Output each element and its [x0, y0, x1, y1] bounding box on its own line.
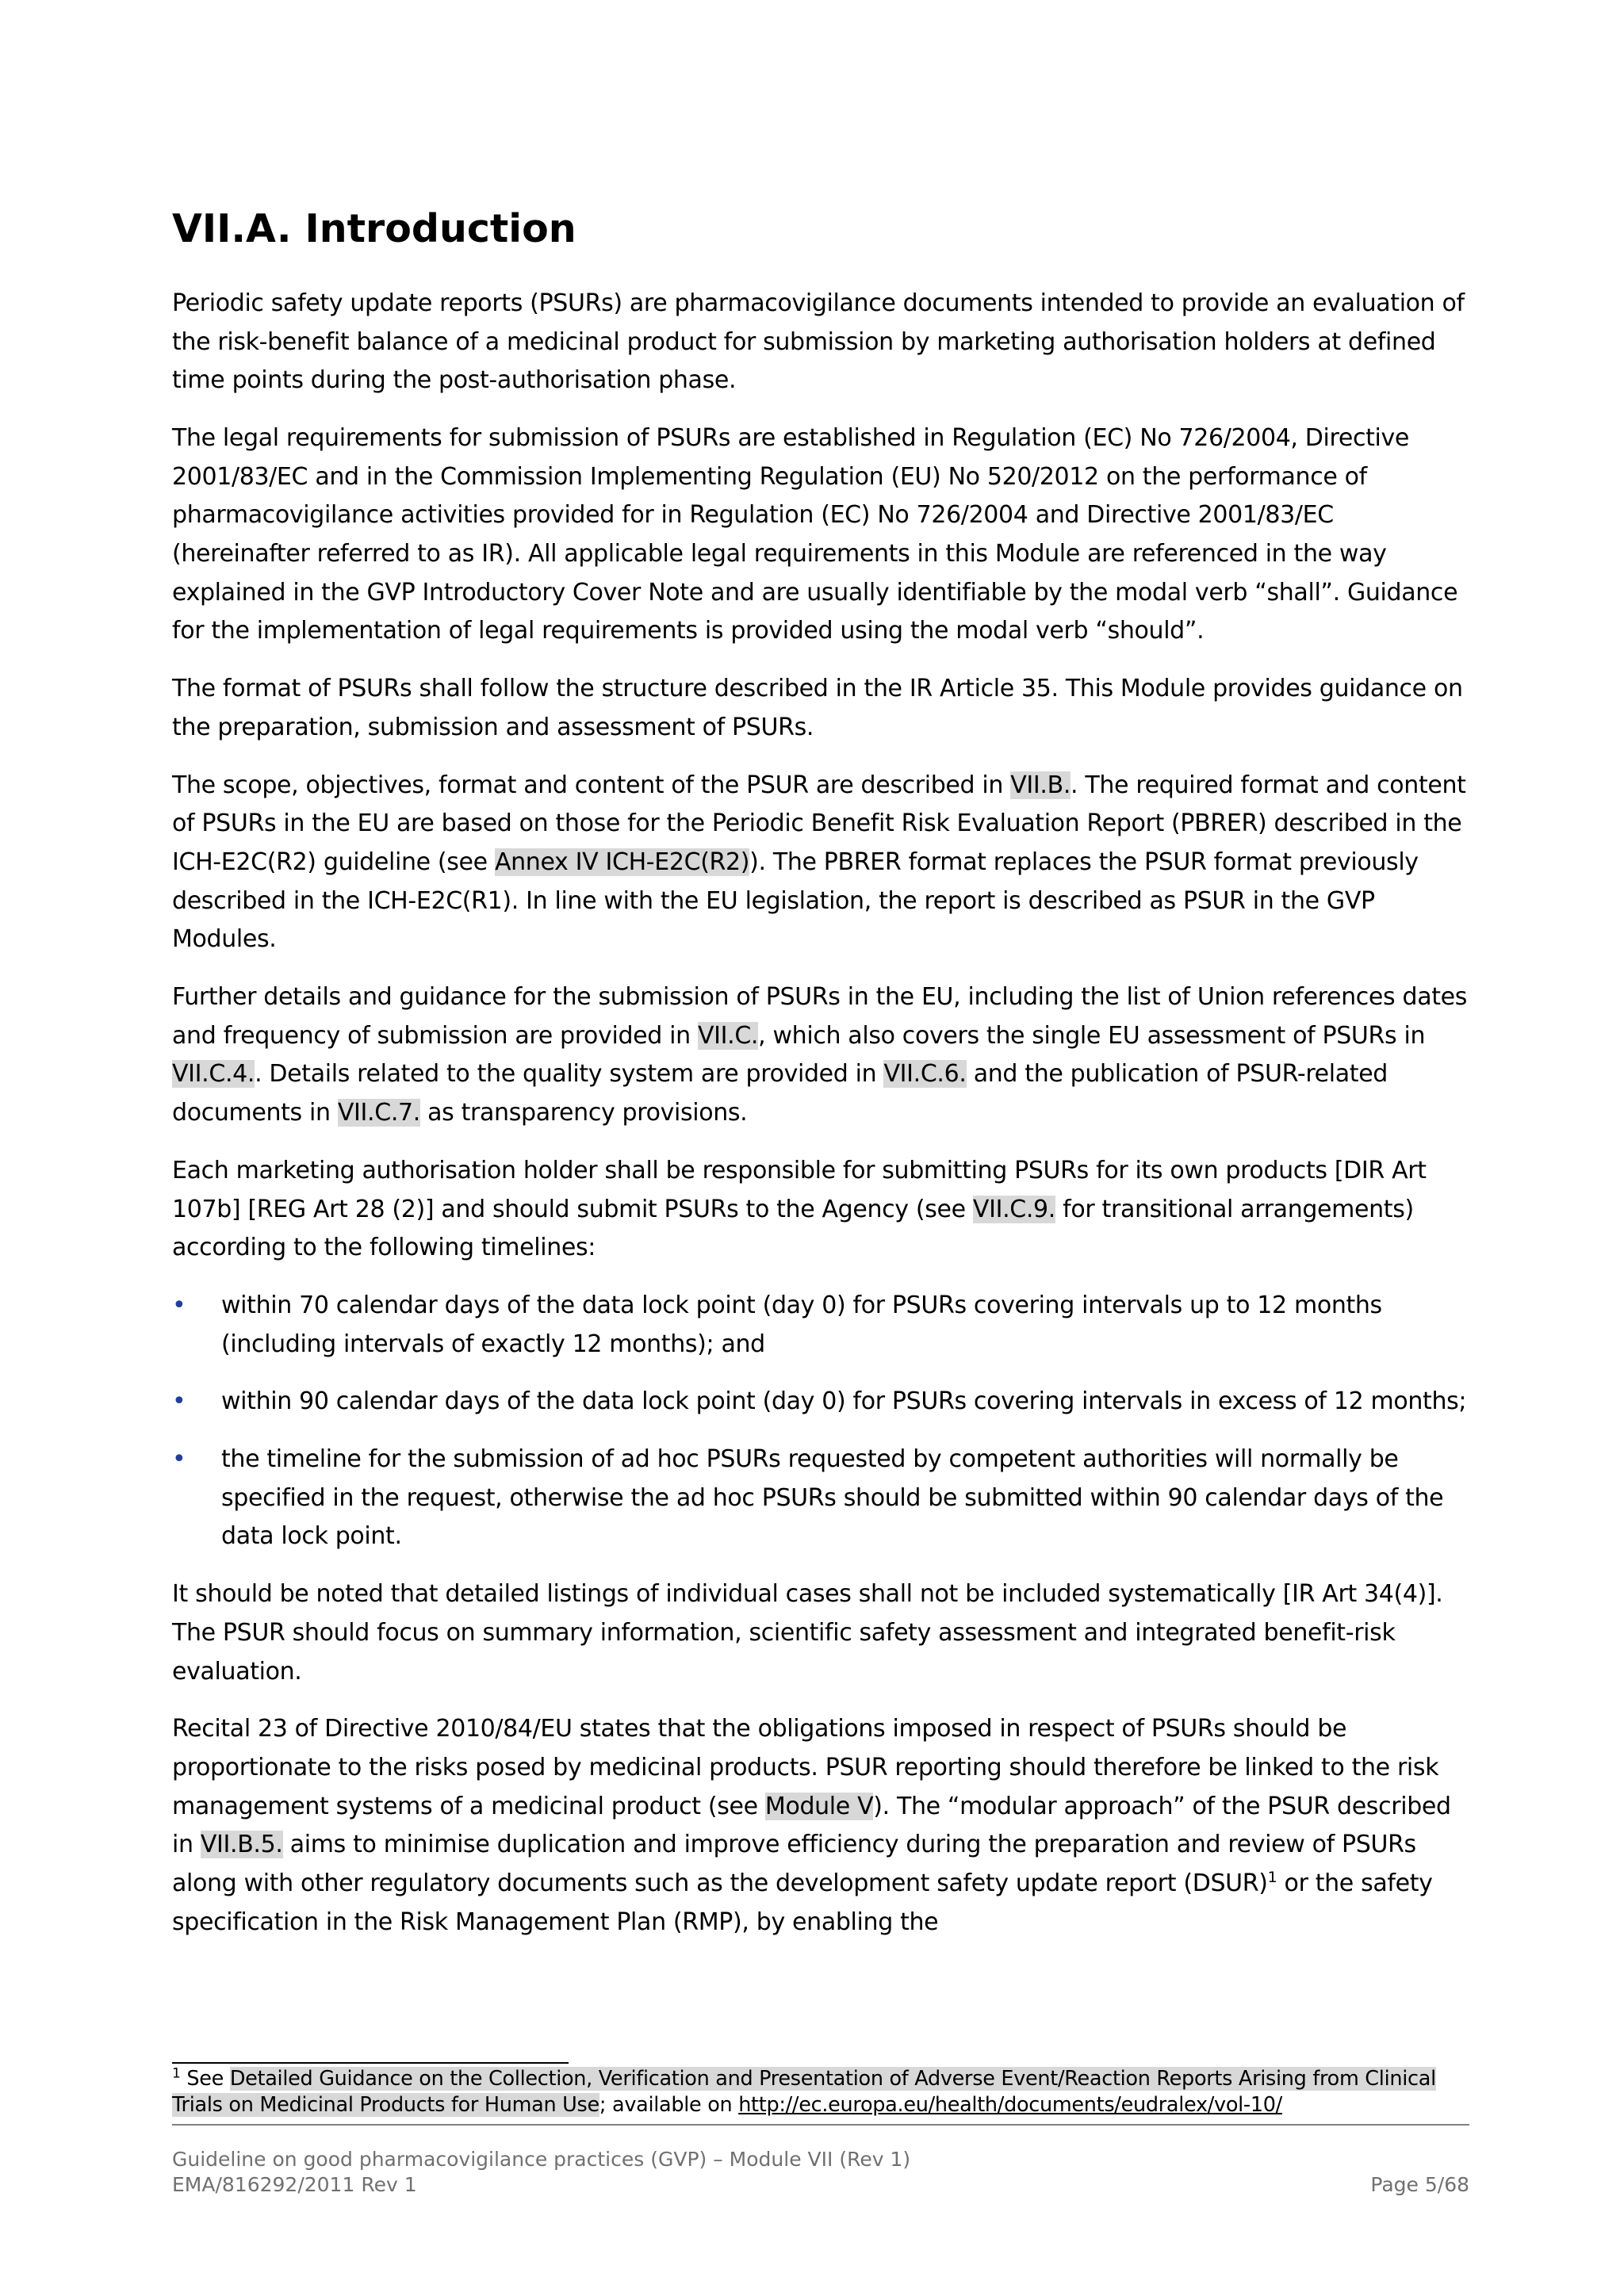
cross-reference-link[interactable]: VII.C.6. — [883, 1060, 967, 1089]
footnote-url-link[interactable]: http://ec.europa.eu/health/documents/eudralex/vol-10/ — [738, 2092, 1282, 2117]
paragraph-4 — [172, 767, 1469, 960]
paragraph-text: aims to minimise duplication and improve efficiency during the preparation and review of PSURs along with other regulatory documents such as the development safety update report (DSUR) — [172, 1831, 1416, 1898]
paragraph-7: It should be noted that detailed listings of individual cases shall not be included systematically [IR Art 34(4)]. The PSUR should focus on summary information, scientific safety assessment and integrated benefit-risk evaluation. — [172, 1580, 1443, 1686]
cross-reference-link[interactable]: VII.B. — [1010, 771, 1071, 799]
footnote-text: See — [180, 2067, 230, 2091]
cross-reference-link[interactable]: VII.B.5. — [200, 1831, 283, 1859]
cross-reference-link[interactable]: VII.C. — [697, 1021, 759, 1050]
list-item — [172, 1441, 1469, 1556]
paragraph-text: ). The PBRER format replaces the PSUR format previously described in the ICH-E2C(R1). In line with the EU legislation, the report is described as PSUR in the GVP Modules. — [172, 848, 1419, 954]
paragraph-5 — [172, 978, 1469, 1133]
paragraph-text: . The required format and content of PSURs in the EU are based on those for the Periodic Benefit Risk Evaluation Report (PBRER) described in the ICH-E2C(R2) guideline (see — [172, 771, 1466, 876]
list-item-text: within 90 calendar days of the data lock point (day 0) for PSURs covering intervals in excess of 12 months; — [221, 1387, 1467, 1416]
paragraph-3: The format of PSURs shall follow the structure described in the IR Article 35. This Module provides guidance on the preparation, submission and assessment of PSURs. — [172, 675, 1463, 741]
paragraph-text: . Details related to the quality system are provided in — [255, 1060, 884, 1089]
footnote-separator — [172, 2062, 569, 2064]
paragraph-2: The legal requirements for submission of PSURs are established in Regulation (EC) No 726/2004, Directive 2001/83/EC and in the Commission Implementing Regulation (EU) No 520/2012 on the performance of pharmacovigilance activities provided for in Regulation (EC) No 726/2004 and Directive 2001/83/EC (hereinafter referred to as IR). All applicable legal requirements in this Module are referenced in the way explained in the GVP Introductory Cover Note and are usually identifiable by the modal verb “shall”. Guidance for the implementation of legal requirements is provided using the modal verb “should”. — [172, 423, 1458, 645]
list-item-text: within 70 calendar days of the data lock point (day 0) for PSURs covering intervals up to 12 months (including intervals of exactly 12 months); and — [221, 1291, 1382, 1358]
timeline-list — [172, 1287, 1469, 1556]
footnote — [172, 2066, 1469, 2118]
paragraph-text: ). The “modular approach” of the PSUR described in — [172, 1792, 1451, 1859]
paragraph-1: Periodic safety update reports (PSURs) are pharmacovigilance documents intended to provide an evaluation of the risk-benefit balance of a medicinal product for submission by marketing authorisation holders at defined time points during the post-authorisation phase. — [172, 289, 1465, 395]
footnote-document-link[interactable]: Detailed Guidance on the Collection, Verification and Presentation of Adverse Event/Reaction Reports Arising from Clinical Trials on Medicinal Products for Human Use — [172, 2067, 1436, 2117]
section-heading: VII.A. Introduction — [172, 206, 576, 251]
paragraph-text: as transparency provisions. — [419, 1099, 748, 1127]
bullet-icon: • — [172, 1445, 186, 1474]
paragraph-text: Each marketing authorisation holder shall be responsible for submitting PSURs for its own products [DIR Art 107b] [REG Art 28 (2)] and should submit PSURs to the Agency (see — [172, 1156, 1427, 1223]
footer-reference-number: EMA/816292/2011 Rev 1 — [172, 2173, 417, 2196]
paragraph-text: or the safety specification in the Risk Management Plan (RMP), by enabling the — [172, 1869, 1433, 1936]
bullet-icon: • — [172, 1291, 186, 1319]
list-item — [172, 1383, 1469, 1422]
footnote-text: ; available on — [599, 2092, 739, 2117]
page-number: Page 5/68 — [1370, 2173, 1469, 2196]
cross-reference-link[interactable]: Module V — [764, 1792, 874, 1820]
bullet-icon: • — [172, 1387, 186, 1416]
cross-reference-link[interactable]: VII.C.9. — [972, 1195, 1055, 1223]
cross-reference-link[interactable]: VII.C.7. — [337, 1099, 420, 1127]
paragraph-text: , which also covers the single EU assessment of PSURs in — [758, 1021, 1426, 1050]
paragraph-text: Recital 23 of Directive 2010/84/EU states that the obligations imposed in respect of PSURs should be proportionate to the risks posed by medicinal products. PSUR reporting should therefore be linked to the risk management systems of a medicinal product (see — [172, 1715, 1439, 1820]
paragraph-text: The scope, objectives, format and content of the PSUR are described in — [172, 771, 1011, 799]
footnote-number: 1 — [172, 2065, 181, 2082]
paragraph-text: for transitional arrangements) according to the following timelines: — [172, 1195, 1414, 1262]
paragraph-text: and the publication of PSUR-related documents in — [172, 1060, 1388, 1127]
list-item — [172, 1287, 1469, 1364]
cross-reference-link[interactable]: Annex IV ICH-E2C(R2) — [494, 848, 750, 876]
paragraph-6 — [172, 1152, 1469, 1268]
list-item-text: the timeline for the submission of ad hoc PSURs requested by competent authorities will normally be specified in the request, otherwise the ad hoc PSURs should be submitted within 90 calendar days of the data lock point. — [221, 1445, 1444, 1551]
footer-separator — [172, 2124, 1469, 2126]
paragraph-text: Further details and guidance for the submission of PSURs in the EU, including the list of Union references dates and frequency of submission are provided in — [172, 983, 1468, 1050]
footnote-reference[interactable]: 1 — [1267, 1869, 1277, 1887]
page-body — [172, 206, 1469, 1961]
footer-document-title: Guideline on good pharmacovigilance practices (GVP) – Module VII (Rev 1) — [172, 2148, 911, 2171]
page-footer — [172, 2147, 1469, 2198]
cross-reference-link[interactable]: VII.C.4. — [172, 1060, 255, 1089]
paragraph-8 — [172, 1710, 1469, 1942]
